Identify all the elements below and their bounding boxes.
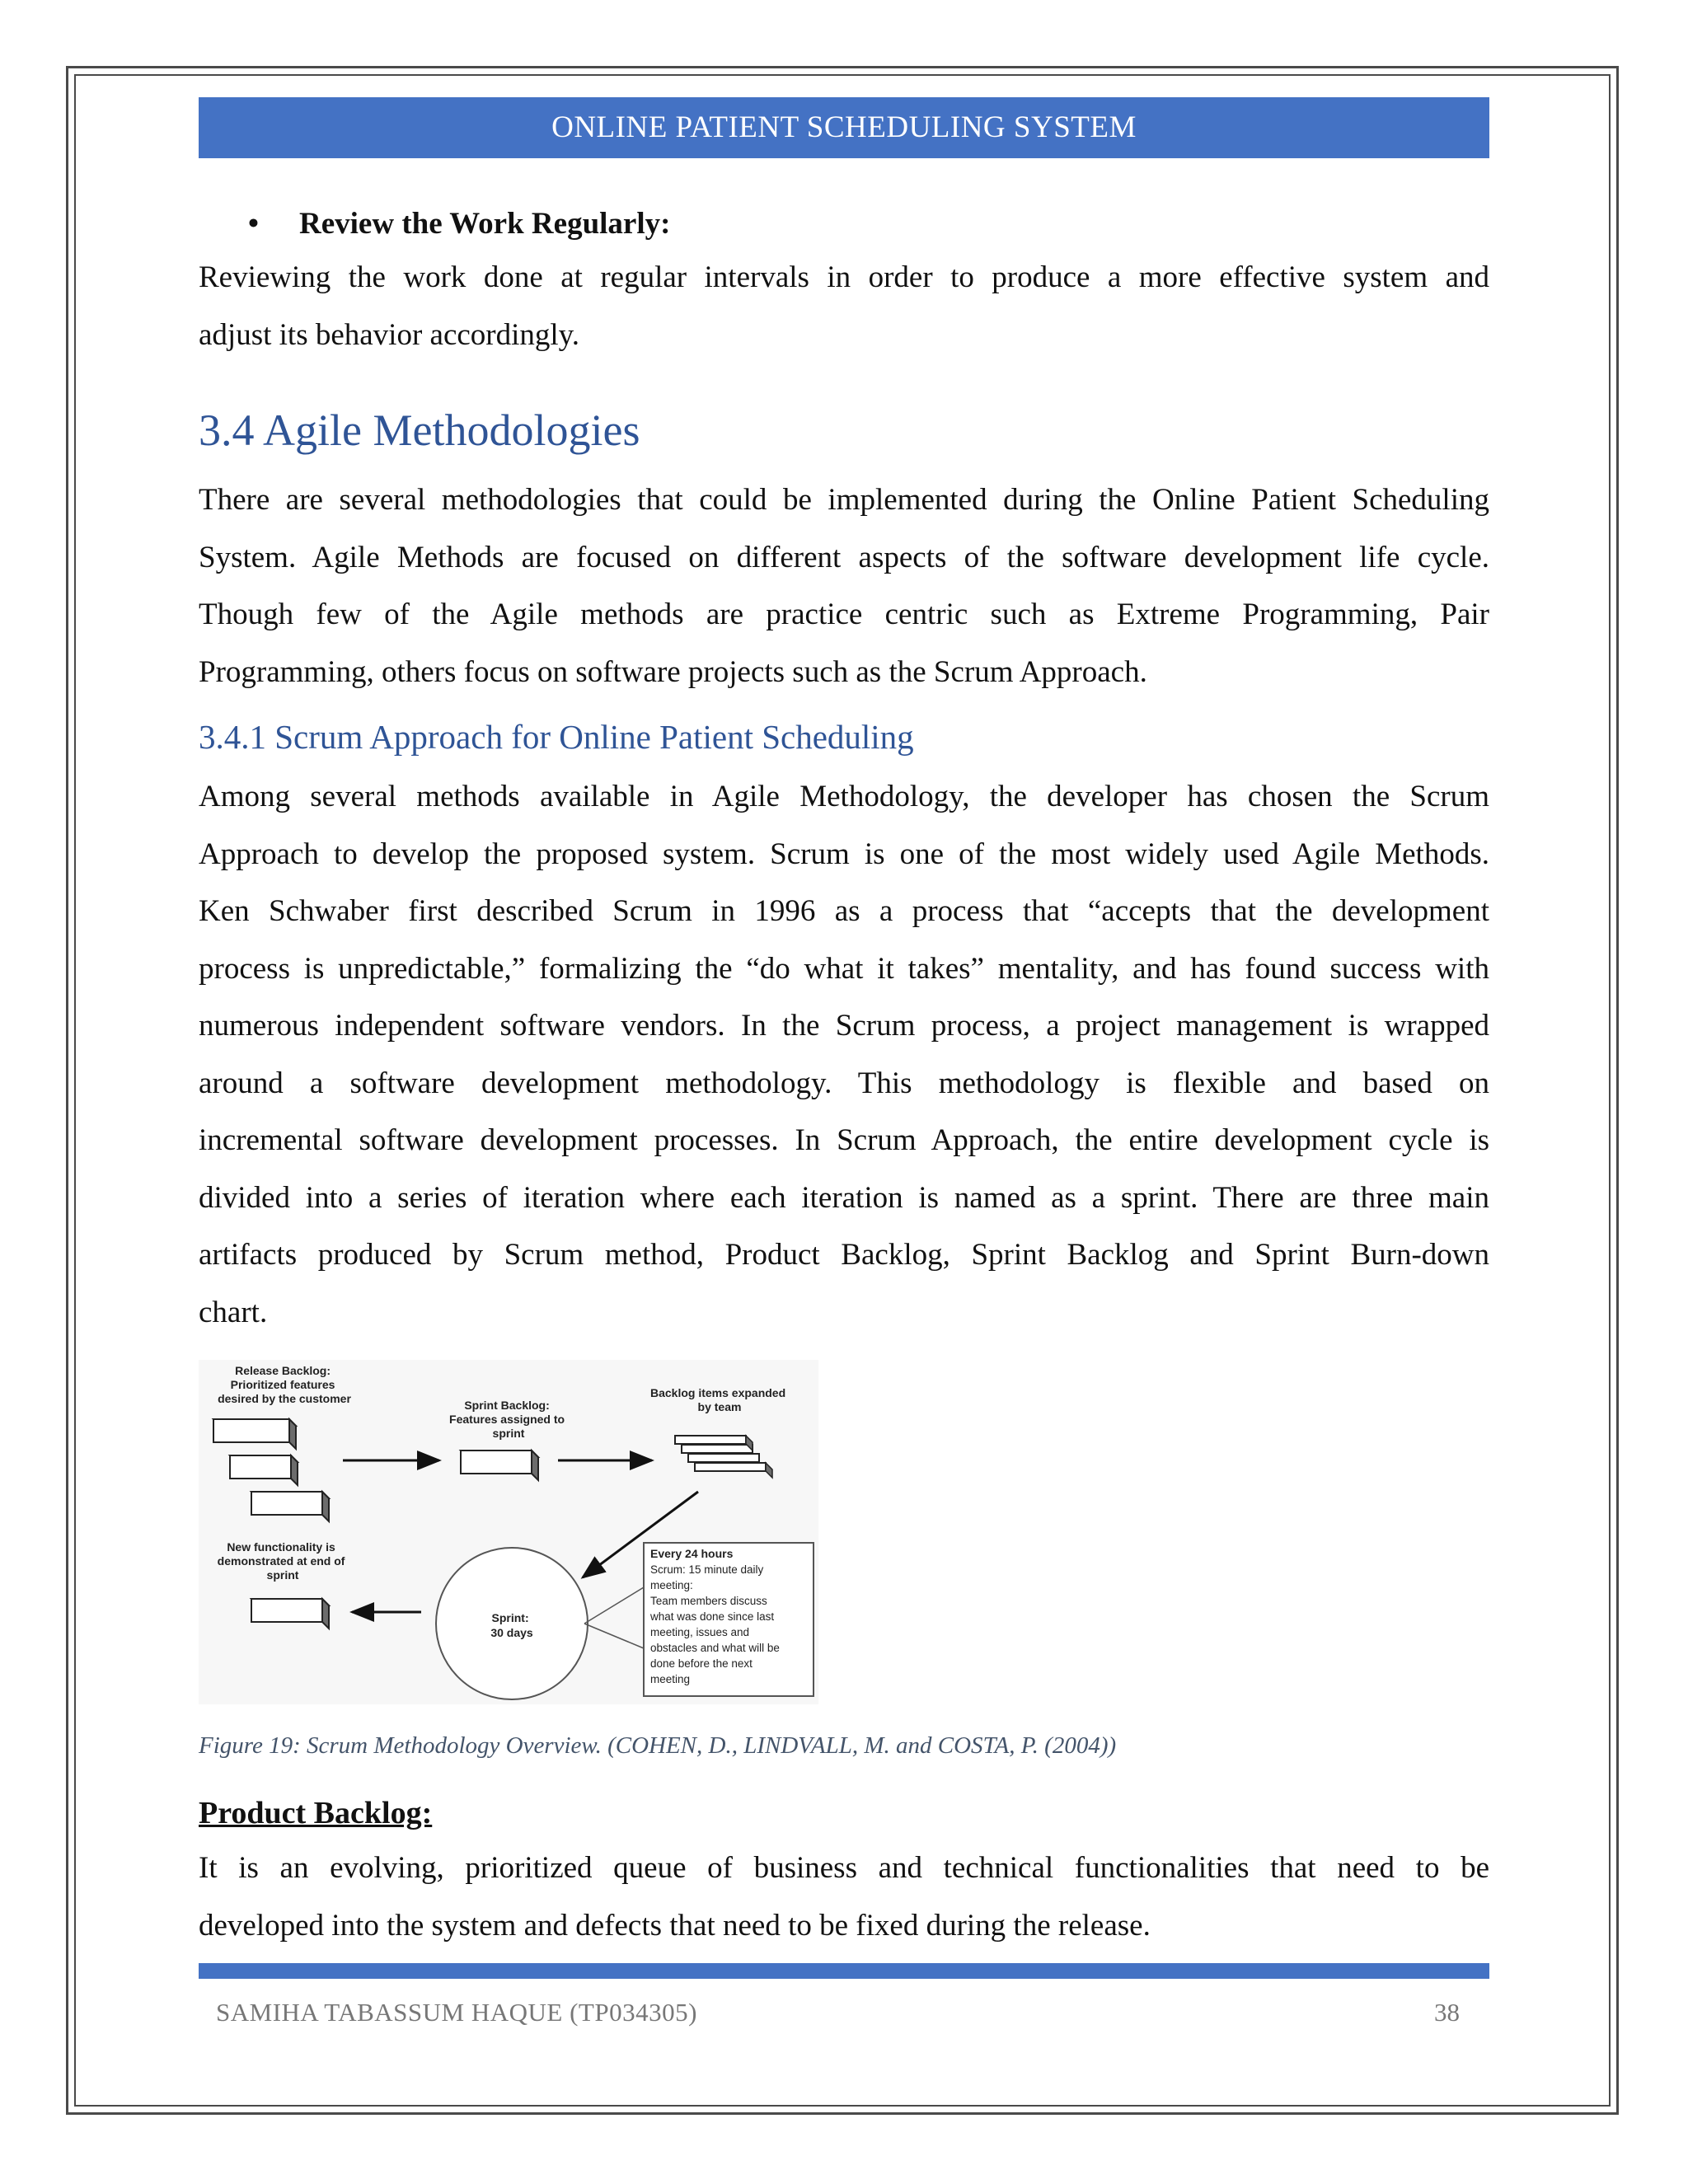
subsection-paragraph [199,768,1489,1341]
label-line: Sprint: [491,1611,529,1624]
paragraph-line: Among several methods available in Agile Methodology, the developer has chosen the Scrum [199,780,1489,813]
label-line: done before the next [650,1657,753,1670]
scrum-diagram [199,1360,818,1704]
page-header: ONLINE PATIENT SCHEDULING SYSTEM [199,97,1489,158]
label-line: Scrum: 15 minute daily [650,1563,764,1576]
label-line: Prioritized features [230,1378,335,1391]
paragraph-line: divided into a series of iteration where each iteration is named as a sprint. There are three main [199,1180,1489,1215]
label-line: 30 days [490,1626,533,1639]
label-line: meeting, issues and [650,1626,750,1638]
paragraph-line: adjust its behavior accordingly. [199,317,580,352]
review-bullet-heading [199,201,1489,247]
paragraph-line: Approach to develop the proposed system. Scrum is one of the most widely used Agile Methods. [199,837,1489,871]
paragraph-line: artifacts produced by Scrum method, Product Backlog, Sprint Backlog and Sprint Burn-down [199,1238,1489,1272]
label-line: demonstrated at end of [217,1554,345,1568]
section-title: 3.4 Agile Methodologies [199,405,640,455]
label-line: obstacles and what will be [650,1642,780,1654]
label-line: meeting: [650,1579,693,1591]
figure-caption: Figure 19: Scrum Methodology Overview. (COHEN, D., LINDVALL, M. and COSTA, P. (2004)) [199,1732,1117,1759]
paragraph-line: Programming, others focus on software projects such as the Scrum Approach. [199,654,1147,689]
paragraph-line: System. Agile Methods are focused on different aspects of the software development life cycle. [199,540,1489,574]
label-line: sprint [492,1427,525,1440]
label-line: Features assigned to [449,1413,565,1426]
daily-scrum-title: Every 24 hours [650,1547,734,1560]
paragraph-line: Reviewing the work done at regular intervals in order to produce a more effective system and [199,260,1489,294]
paragraph-line: Ken Schwaber first described Scrum in 1996 as a process that “accepts that the development [199,894,1489,928]
label-line: Backlog items expanded [649,1386,786,1399]
release-backlog-label [218,1364,351,1405]
paragraph-line: numerous independent software vendors. In the Scrum process, a project management is wrapped [199,1009,1489,1043]
paragraph-line: It is an evolving, prioritized queue of business and technical functionalities that need to be [199,1851,1489,1885]
page-number: 38 [1434,1998,1460,2027]
paragraph-line: There are several methodologies that could be implemented during the Online Patient Scheduling [199,483,1489,517]
label-line: by team [697,1400,742,1413]
label-line: New functionality is [227,1540,335,1554]
label-line: meeting [650,1673,691,1685]
bullet-icon: • [248,207,259,241]
paragraph-line: chart. [199,1295,268,1329]
paragraph-line: process is unpredictable,” formalizing the “do what it takes” mentality, and has found success with [199,951,1489,986]
review-heading: Review the Work Regularly: [299,207,671,241]
section-paragraph [199,471,1489,701]
label-line: desired by the customer [218,1392,351,1405]
label-line: Team members discuss [650,1595,767,1607]
product-backlog-paragraph [199,1840,1489,1954]
label-line: what was done since last [650,1610,775,1623]
footer-band [199,1963,1489,1979]
paragraph-line: Though few of the Agile methods are practice centric such as Extreme Programming, Pair [199,598,1489,631]
product-backlog-heading: Product Backlog: [199,1796,433,1830]
label-line: Sprint Backlog: [464,1399,550,1412]
paragraph-line: developed into the system and defects that need to be fixed during the release. [199,1908,1151,1943]
label-line: Release Backlog: [235,1364,331,1377]
label-line: sprint [266,1568,299,1582]
review-paragraph [199,249,1489,363]
paragraph-line: incremental software development processes. In Scrum Approach, the entire development cycle is [199,1123,1489,1157]
footer-author: SAMIHA TABASSUM HAQUE (TP034305) [216,1998,697,2027]
paragraph-line: around a software development methodology. This methodology is flexible and based on [199,1066,1489,1100]
subsection-title: 3.4.1 Scrum Approach for Online Patient Scheduling [199,718,914,756]
